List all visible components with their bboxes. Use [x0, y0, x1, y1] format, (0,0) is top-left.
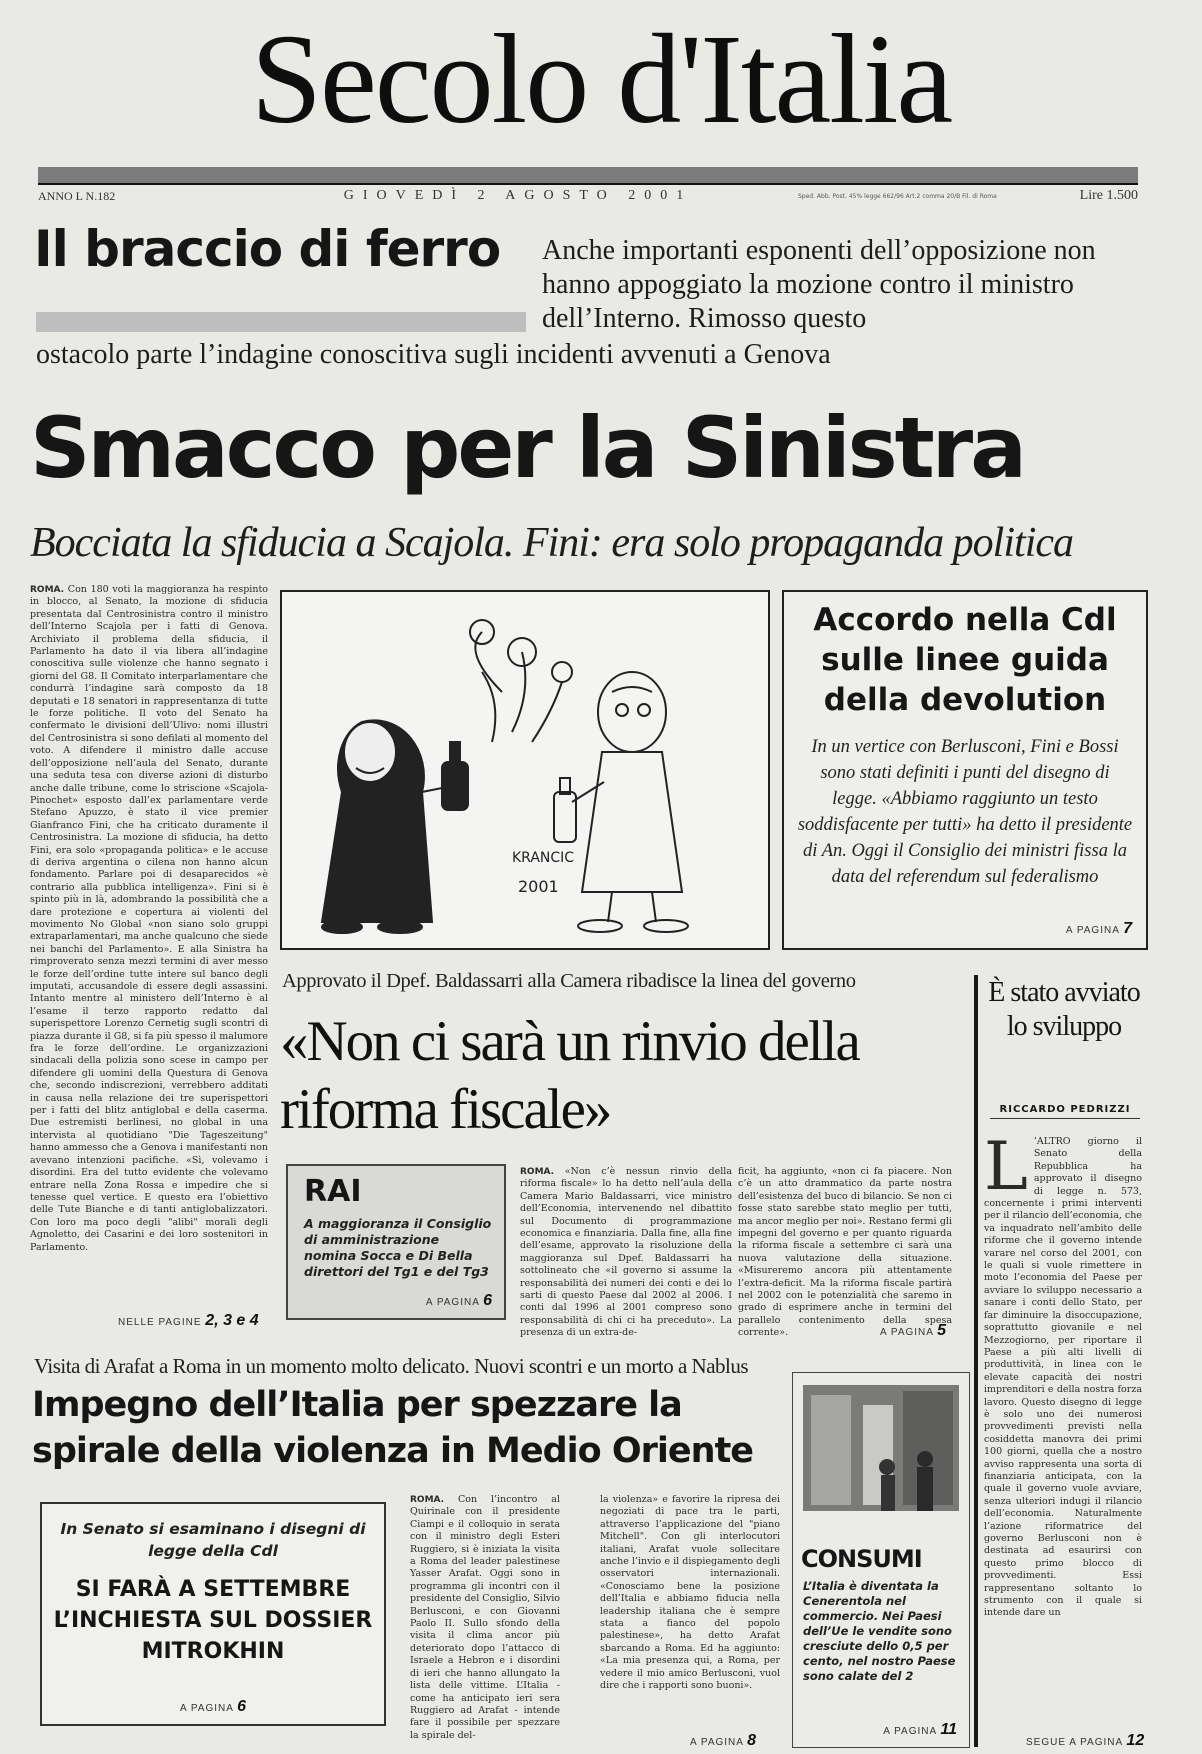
arafat-article-column-2 [600, 1494, 780, 1726]
consumi-ref-page: 11 [940, 1721, 957, 1738]
mitrokhin-ref-page: 6 [237, 1698, 247, 1715]
arafat-text-1: Con l’incontro al Quirinale con il presidente Ciampi e il colloquio in serata con il ministro degli Esteri Ruggiero, si è iniziata la visita a Roma del leader palestinese Yasser Arafat. Oggi sono in programma gli incontri con il presidente del Consiglio, Silvio Berlusconi, e con Giovanni Paolo II. Sullo sfondo della visita il clima ancor più deteriorato dopo l’attacco di Israele a Hebron e i disordini di ieri che hanno allungato la lista delle vittime. L’Italia - come ha anticipato ieri sera Ruggiero ad Arafat - intende fare il possibile per spezzare la spirale del- [410, 1494, 560, 1741]
kicker-text-continued: ostacolo parte l’indagine conoscitiva sugli incidenti avvenuti a Genova [36, 339, 831, 370]
lead-article-body [30, 584, 268, 1304]
dpef-text-1: «Non c’è nessun rinvio della riforma fiscale» lo ha detto nell’aula della Camera Mario Baldassarri, vice ministro dell’Economia, intervenendo nel dibattito sul Documento di programmazione economica e finanziaria. Dalla fine, alla fine dell’esame, approvato la risoluzione della maggioranza sul Dpef. Baldassarri ha sottolineato che «il governo si assume la responsabilità dei numeri dei conti e dei lo sarti di questo Paese dal 2002 al 2006. I conti dal 1996 al 2001 compreso sono responsabilità di chi ci ha preceduto». La presenza di un extra-de- [520, 1166, 733, 1339]
arafat-headline[interactable]: Impegno dell’Italia per spezzare la spirale della violenza in Medio Oriente [32, 1385, 754, 1471]
political-cartoon [280, 590, 770, 950]
rai-page-ref[interactable] [426, 1292, 492, 1310]
sviluppo-text: ’ALTRO giorno il Senato della Repubblica ha approvato il disegno di legge n. 573, concernente i primi interventi per il rilancio dell’economia, che va inquadrato nell’ambito delle riforme che il governo intende varare nel corso del 2001, con le quali si vuole rimettere in moto l’economia del Paese per avviare lo sviluppo necessario a sanare i conti dello Stato, per far diminuire la disoccupazione, soprattutto giovanile e nel Mezzogiorno, per riportare il Paese a più alti livelli di produttività, in linea con le elevate capacità dei nostri imprenditori e della nostra forza lavoro. Questo disegno di legge è solo uno dei numerosi provvedimenti previsti nella cosiddetta manovra dei primi 100 giorni, quella che a nostro avviso rappresenta una sorta di finanziaria anticipata, con la quale il governo vuole avviare, senza ulteriori indugi il rilancio dell’economia. Naturalmente l’azione riformatrice del governo Berlusconi non è destinata ad esaurirsi con questo primo blocco di provvedimenti. Essi rappresentano soltanto lo strumento con il quale si intende dare un [984, 1136, 1142, 1619]
rai-summary: A maggioranza il Consiglio di amministrazione nomina Socca e Di Bella direttori del Tg1 e del Tg3 [304, 1216, 492, 1279]
mitrokhin-ref-label: A PAGINA [179, 1703, 234, 1714]
dpef-headline[interactable]: «Non ci sarà un rinvio della riforma fiscale» [280, 1010, 859, 1141]
mitrokhin-box [40, 1502, 386, 1726]
kicker-headline[interactable]: Il braccio di ferro [34, 220, 501, 278]
lead-dateline: ROMA. [30, 585, 65, 595]
devolution-ref-label: A PAGINA [1065, 925, 1120, 936]
photo-placeholder-image [803, 1385, 959, 1511]
rai-ref-label: A PAGINA [425, 1297, 480, 1308]
rai-box [286, 1164, 506, 1320]
kicker-text: Anche importanti esponenti dell’opposizione non hanno appoggiato la mozione contro il ministro dell’Interno. Rimosso questo [542, 235, 1096, 334]
devolution-headline[interactable]: Accordo nella Cdl sulle linee guida della devolution [813, 602, 1117, 718]
mitrokhin-headline[interactable]: SI FARÀ A SETTEMBRE L’INCHIESTA SUL DOSSIER MITROKHIN [53, 1577, 373, 1664]
dpef-text-2: ficit, ha aggiunto, «non ci fa piacere. Non c’è un atto drammatico da parte nostra dell’esistenza del buco di bilancio. Se non ci fosse stato sarebbe stato meglio per tutti, ma ancor meglio per noi». Restano fermi gli impegni del governo e per quanto riguarda la riforma fiscale a settembre ci sarà una nuova valutazione della situazione. «Misureremo ancora più attentamente l’extra-deficit. Ma la riforma fiscale partirà nel 2002 con le potenzialità che saremo in grado di esprimere anche in termini del parallelo contenimento della spesa corrente». [738, 1166, 952, 1339]
dpef-ref-label: A PAGINA [880, 1327, 934, 1338]
cartoon-signature: KRANCIC [512, 850, 575, 866]
main-subheadline: Bocciata la sfiducia a Scajola. Fini: era solo propaganda politica [30, 520, 1074, 566]
consumi-title[interactable]: CONSUMI [801, 1545, 922, 1573]
postal-notice: Sped. Abb. Post. 45% legge 662/96 Art.2 comma 20/B Fil. di Roma [798, 192, 997, 200]
cartoon-year: 2001 [518, 877, 559, 896]
mitrokhin-kicker: In Senato si esaminano i disegni di legge della Cdl [60, 1520, 366, 1560]
arafat-ref-label: A PAGINA [690, 1737, 744, 1748]
sviluppo-ref-page: 12 [1126, 1732, 1145, 1749]
devolution-page-ref[interactable] [1066, 920, 1132, 938]
sviluppo-dropcap: L [984, 1128, 1028, 1205]
issue-number: ANNO L N.182 [38, 188, 116, 203]
devolution-summary: In un vertice con Berlusconi, Fini e Bossi sono stati definiti i punti del disegno di legge. «Abbiamo raggiunto un testo soddisfacente per tutti» ha detto il presidente di An. Oggi il Consiglio dei ministri fissa la data del referendum sul federalismo [797, 737, 1133, 887]
dpef-page-ref[interactable] [880, 1322, 946, 1340]
dpef-ref-page: 5 [937, 1322, 947, 1339]
main-headline[interactable]: Smacco per la Sinistra [30, 399, 1024, 497]
sviluppo-article-body [984, 1128, 1142, 1736]
arafat-kicker: Visita di Arafat a Roma in un momento molto delicato. Nuovi scontri e un morto a Nablus [34, 1354, 749, 1378]
cartoon-drawing [282, 592, 768, 948]
masthead [0, 0, 1202, 203]
newspaper-title[interactable]: Secolo d'Italia [250, 8, 952, 150]
arafat-dateline: ROMA. [410, 1495, 445, 1505]
arafat-page-ref[interactable] [690, 1732, 756, 1750]
issue-date: GIOVEDÌ 2 AGOSTO 2001 [343, 188, 693, 203]
arafat-ref-page: 8 [747, 1732, 757, 1749]
rai-ref-page: 6 [483, 1292, 492, 1309]
consumi-box [792, 1372, 970, 1748]
mitrokhin-page-ref[interactable] [42, 1698, 384, 1716]
rai-title[interactable]: RAI [304, 1174, 362, 1209]
kicker-rule [36, 312, 526, 332]
dateline [38, 183, 1138, 207]
consumi-page-ref[interactable] [883, 1721, 957, 1739]
lead-page-ref[interactable] [118, 1312, 259, 1330]
devolution-ref-page: 7 [1123, 920, 1132, 937]
devolution-box [782, 590, 1148, 950]
sviluppo-ref-label: SEGUE A PAGINA [1026, 1737, 1123, 1748]
dpef-dateline: ROMA. [520, 1167, 555, 1177]
column-divider [974, 975, 978, 1747]
dpef-kicker: Approvato il Dpef. Baldassarri alla Camera ribadisce la linea del governo [282, 970, 856, 992]
consumi-ref-label: A PAGINA [883, 1726, 937, 1737]
sviluppo-byline: RICCARDO PEDRIZZI [990, 1104, 1140, 1119]
lead-ref-label: NELLE PAGINE [118, 1317, 202, 1328]
arafat-article-column-1 [410, 1494, 560, 1741]
lead-text: Con 180 voti la maggioranza ha respinto in blocco, al Senato, la mozione di sfiducia presentata dal Centrosinistra contro il ministro dell’Interno Scajola per i fatti di Genova. Archiviato il problema della sfiducia, il Parlamento ha dato il via libera all’indagine conoscitiva sulle violenze che hanno segnato i giorni del G8. Il Comitato interparlamentare che condurrà l’indagine sarà composto da 18 deputati e 18 senatori in rappresentanza di tutte le forze politiche. Il voto del Senato ha confermato le divisioni dell’Ulivo: nomi illustri del Centrosinistra si sono defilati al momento del voto. A difendere il ministro dalle accuse dell’opposizione nell’aula del Senato, durante una seduta tesa con diverse azioni di disturbo anche dalle tribune, come lo striscione «Scajola-Pinochet» esposto dall’ex parlamentare verde Stefano Apuzzo, è stato il vice premier Gianfranco Fini, che ha criticato duramente il Centrosinistra. La mozione di sfiducia, ha detto Fini, era solo «propaganda politica» e le accuse di deriva argentina o cilena non hanno alcun fondamento. Parlare poi di desaparecidos «è contrario alla pubblica intelligenza». Fini si è spinto più in là, adombrando la possibilità che a dare protezione e copertura ai violenti del movimento No Global «non siano solo gruppi extraparlamentari, ma anche qualcuno che siede nei banchi del Parlamento». E alla Sinistra ha rimproverato senza mezzi termini di aver messo le forze dell’ordine tutte intere sul banco degli imputati, accusandole di essere degli assassini. Intanto mentre al ministero dell’Interno è al l’esame il terzo rapporto redatto dal superispettore Lorenzo Cernetig sugli scontri di piazza durante il G8, si fa più spesso il malumore fra le forze dell’ordine. Le organizzazioni sindacali della polizia sono scese in campo per difendere gli uomini della Questura di Genova che, secondo indiscrezioni, verrebbero additati in causa nella relazione dei tre superispettori per i fatti del blitz antiglobal e della caserma. Due estremisti berlinesi, no global in una intervista al quotidiano "Die Tageszeitung" hanno ammesso che a Genova i manifestanti non avevano intenzioni pacifiche. «Sì, volevamo i disordini. Era del tutto evidente che volevamo entrare nella Zona Rossa e impedire che si tenesse quel vertice. E questo era l’obiettivo delle Tute Bianche e di tanti antiglobalizzatori. Con loro ma poco degli "alibi" morali degli Agnoletto, dei Casarini e dei loro sostenitori in Parlamento. [30, 584, 268, 1253]
shopping-street-photo [803, 1385, 959, 1511]
sviluppo-page-ref[interactable] [1026, 1732, 1144, 1750]
dpef-article-column-1 [520, 1166, 732, 1338]
issue-price: Lire 1.500 [1079, 188, 1138, 203]
sviluppo-headline[interactable]: È stato avviato lo sviluppo [988, 977, 1140, 1042]
consumi-summary: L’Italia è diventata la Cenerentola nel commercio. Nei Paesi dell’Ue le vendite sono cresciute dello 0,5 per cento, nel nostro Paese sono calate del 2 [803, 1579, 956, 1683]
lead-ref-pages: 2, 3 e 4 [205, 1312, 259, 1329]
arafat-text-2: la violenza» e favorire la ripresa dei negoziati di pace tra le parti, attraverso l’applicazione del "piano Mitchell". Con gli interlocutori italiani, Arafat vuole sollecitare anche l’invio e il dispiegamento degli osservatori internazionali. «Conosciamo bene la posizione dell’Italia e abbiamo fiducia nella leadership italiana che è sempre stata a fianco del popolo palestinese», ha detto Arafat sbarcando a Roma. Ed ha aggiunto: «La mia presenza qui, a Roma, per vedere il mio amico Berlusconi, vuol dire che i rapporti sono buoni». [600, 1494, 780, 1692]
